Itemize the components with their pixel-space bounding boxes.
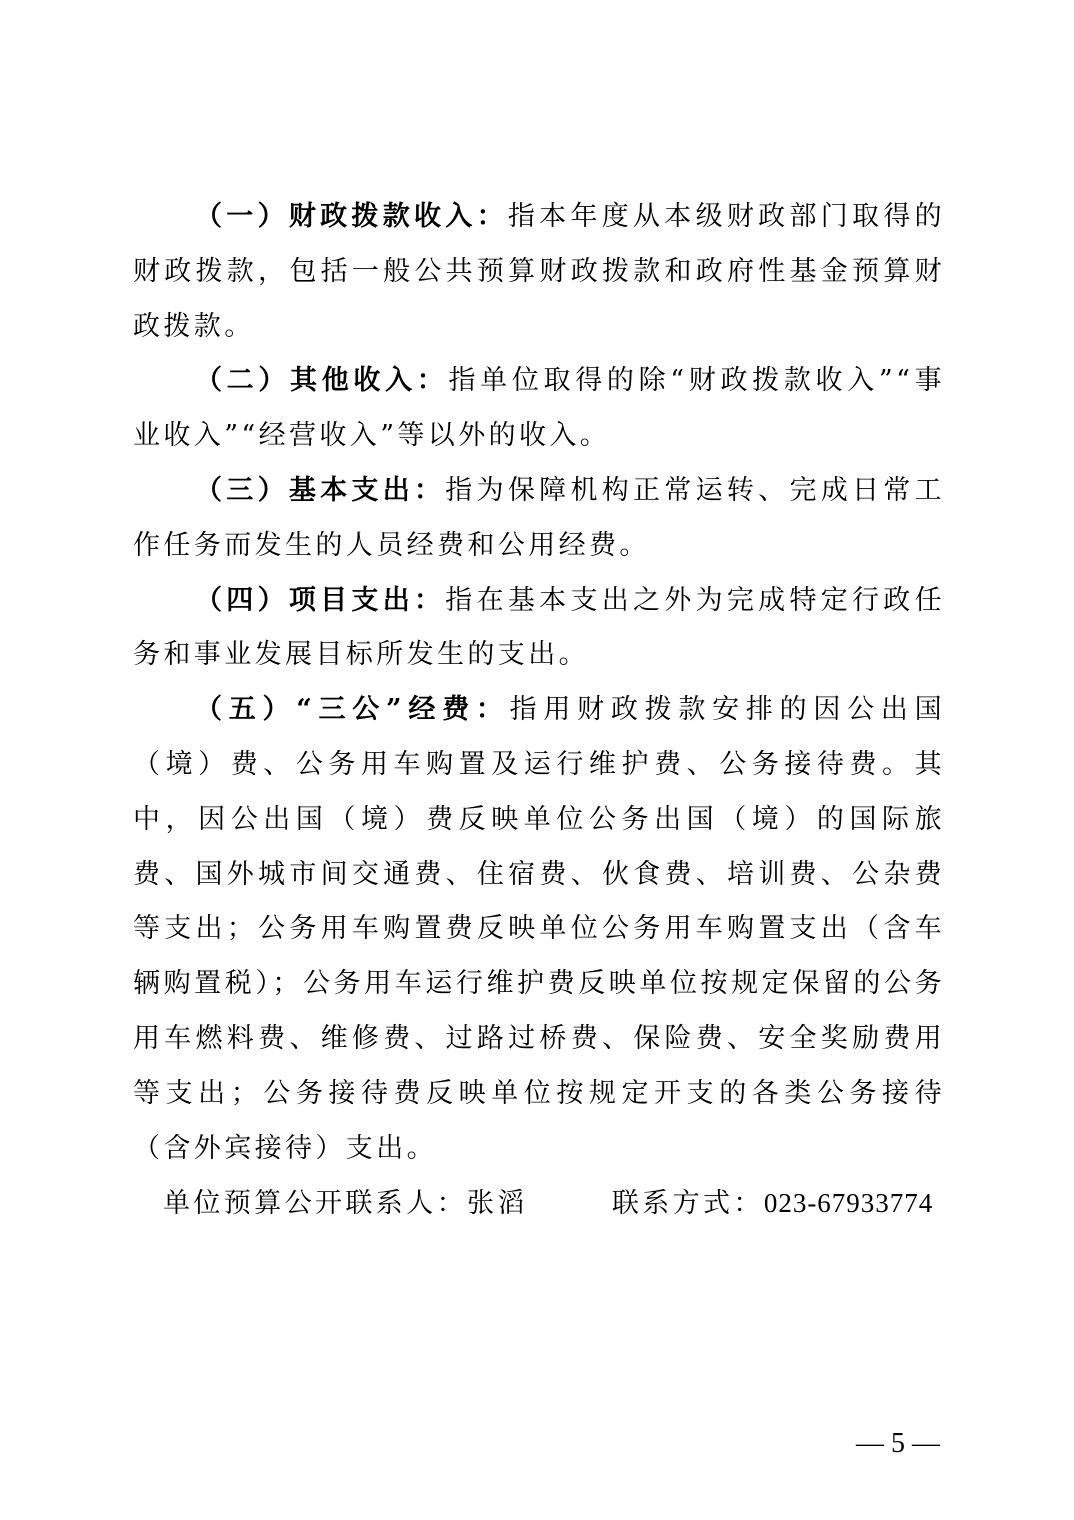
contact-phone: 023-67933774 (763, 1188, 934, 1219)
paragraph-three-public-expenses (133, 683, 945, 1176)
paragraph-other-income (133, 354, 945, 464)
definition-fiscal-appropriation-income: 指本年度从本级财政部门取得的财政拨款，包括一般公共预算财政拨款和政府性基金预算财政拨款。 (133, 201, 945, 342)
paragraph-basic-expenditure (133, 464, 945, 574)
paragraph-project-expenditure (133, 574, 945, 684)
document-body (133, 190, 945, 1232)
term-other-income: （二）其他收入： (195, 365, 449, 397)
term-basic-expenditure: （三）基本支出： (195, 474, 446, 506)
definition-project-expenditure: 指在基本支出之外为完成特定行政任务和事业发展目标所发生的支出。 (133, 584, 945, 671)
contact-line (133, 1176, 945, 1232)
contact-phone-label: 联系方式： (611, 1188, 764, 1220)
definition-other-income: 指单位取得的除“财政拨款收入”“事业收入”“经营收入”等以外的收入。 (133, 365, 945, 452)
definition-basic-expenditure: 指为保障机构正常运转、完成日常工作任务而发生的人员经费和公用经费。 (133, 474, 945, 561)
term-project-expenditure: （四）项目支出： (195, 584, 446, 616)
paragraph-fiscal-appropriation-income (133, 190, 945, 354)
page-number: — 5 — (856, 1428, 940, 1459)
contact-person: 单位预算公开联系人：张滔 (163, 1188, 528, 1220)
definition-three-public-expenses: 指用财政拨款安排的因公出国（境）费、公务用车购置及运行维护费、公务接待费。其中，因公出国（境）费反映单位公务出国（境）的国际旅费、国外城市间交通费、住宿费、伙食费、培训费、公杂费等支出；公务用车购置费反映单位公务用车购置支出（含车辆购置税）；公务用车运行维护费反映单位按规定保留的公务用车燃料费、维修费、过路过桥费、保险费、安全奖励费用等支出；公务接待费反映单位按规定开支的各类公务接待（含外宾接待）支出。 (133, 694, 945, 1164)
term-fiscal-appropriation-income: （一）财政拨款收入： (195, 201, 508, 232)
term-three-public-expenses: （五）“三公”经费： (195, 694, 510, 726)
